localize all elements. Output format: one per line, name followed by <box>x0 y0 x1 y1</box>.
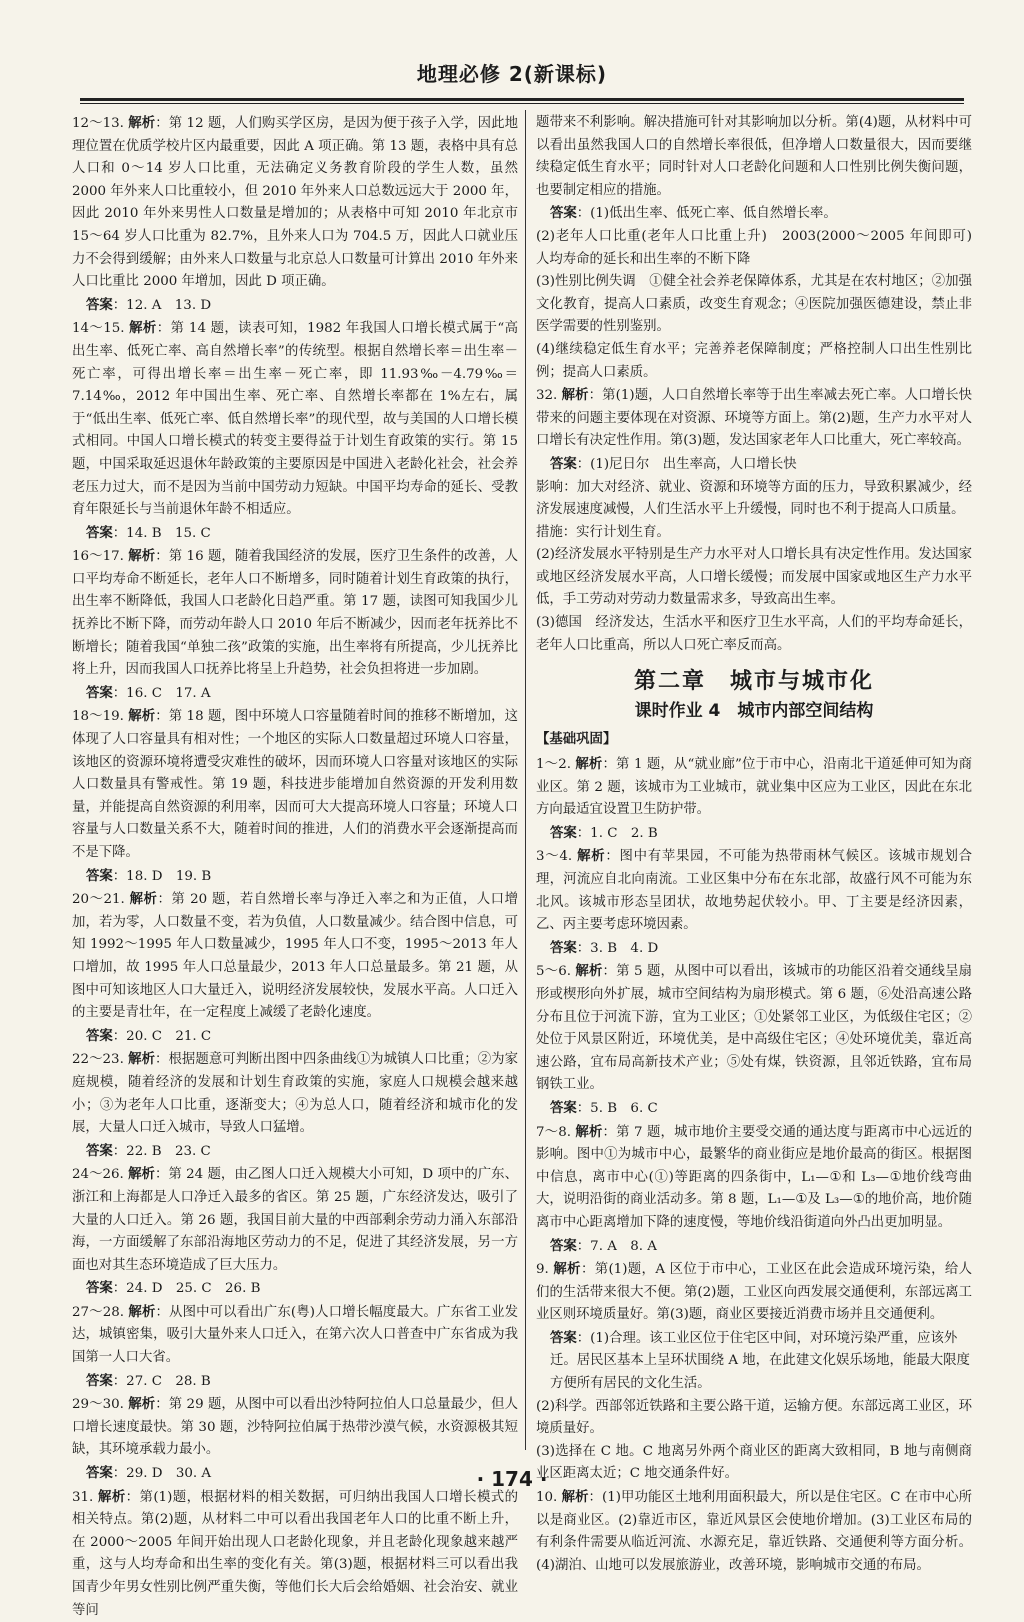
answer-text: ：7. A 8. A <box>576 1238 657 1254</box>
question-explanation <box>536 753 972 822</box>
section-label: 【基础巩固】 <box>536 731 617 748</box>
question-explanation <box>72 888 518 1025</box>
question-explanation <box>536 960 972 1097</box>
answer-paragraph: 题带来不利影响。解决措施可针对其影响加以分析。第(4)题，从材料中可以看出虽然我国人口的自然增长率很低，但净增人口数量很大，因而要继续稳定低生育水平；同时针对人口老龄化问题和人口性别比例失衡问题，也要制定相应的措施。 <box>536 115 972 198</box>
explanation-label: 解析 <box>553 1261 581 1278</box>
answer-text: ：1. C 2. B <box>576 825 658 841</box>
question-number: 3～4. <box>536 849 578 865</box>
question-number: 24～26. <box>72 1167 129 1183</box>
explanation-label: 解析 <box>575 756 603 773</box>
answer-line <box>550 1097 972 1121</box>
explanation-label: 解析 <box>128 708 156 725</box>
question-explanation <box>536 1121 972 1235</box>
answer-line <box>86 1370 518 1394</box>
explanation-label: 解析 <box>575 963 603 980</box>
question-explanation <box>536 845 972 936</box>
explanation-text: ：第 1 题，从“就业廊”位于市中心，沿南北干道延伸可知为商业区。第 2 题，该城市为工业城市，就业集中区应为工业区，因此在东北方向最适宜设置卫生防护带。 <box>536 757 972 818</box>
answer-paragraph: (2)老年人口比重(老年人口比重上升) 2003(2000～2005 年间即可) 人均寿命的延长和出生率的不断下降 <box>536 228 986 267</box>
answer-line <box>550 202 972 226</box>
question-number: 32. <box>536 388 562 404</box>
answer-label: 答案 <box>550 455 577 472</box>
question-explanation <box>536 1258 972 1327</box>
answer-line <box>550 453 972 477</box>
answer-line <box>550 937 972 961</box>
answer-line <box>86 1277 518 1301</box>
explanation-label: 解析 <box>98 1488 126 1505</box>
answer-paragraph: 措施：实行计划生育。 <box>536 524 670 540</box>
answer-line <box>86 682 518 706</box>
explanation-label: 解析 <box>128 115 156 131</box>
answer-label: 答案 <box>550 824 577 841</box>
answer-label: 答案 <box>86 296 113 313</box>
answer-paragraph: (3)选择在 C 地。C 地离另外两个商业区的距离大致相同，B 地与南侧商业区距离太近；C 地交通条件好。 <box>536 1443 972 1482</box>
answer-text: ：(1)合理。该工业区位于住宅区中间，对环境污染严重，应该外迁。居民区基本上呈环状围绕 A 地，在此建文化娱乐场地，能最大限度方便所有居民的文化生活。 <box>550 1330 970 1392</box>
explanation-text: ：第 20 题，若自然增长率与净迁入率之和为正值，人口增加，若为零，人口数量不变，若为负值，人口数量减少。结合图中信息，可知 1992～1995 年人口数量减少，1995 年人口不变，1995～2013 年人口增加，故 1995 年人口总量最少，2013 年人口总量最多。第 21 题，从图中可知该地区人口大量迁入，说明经济发展较快，发展水平高。人口迁入的主要是青壮年，在一定程度上减缓了老龄化速度。 <box>72 892 519 1021</box>
right-column <box>536 112 986 1573</box>
answer-label: 答案 <box>86 1465 113 1482</box>
answer-text: ：14. B 15. C <box>112 525 211 541</box>
question-explanation <box>72 1486 518 1622</box>
answer-line <box>86 1025 518 1049</box>
answer-paragraph: (2)经济发展水平特别是生产力水平对人口增长具有决定性作用。发达国家或地区经济发展水平高，人口增长缓慢；而发展中国家或地区生产力水平低，手工劳动对劳动力数量需求多，导致高出生率。 <box>536 547 972 608</box>
answer-text: ：20. C 21. C <box>112 1028 212 1044</box>
answer-line <box>86 1140 518 1164</box>
answer-paragraph: (2)科学。西部邻近铁路和主要公路干道，运输方便。东部远离工业区，环境质量好。 <box>536 1398 972 1437</box>
question-number: 12～13. <box>72 116 129 131</box>
explanation-text: ：第(1)题，人口自然增长率等于出生率减去死亡率。人口增长快带来的问题主要体现在对资源、环境等方面上。第(2)题，生产力水平对人口增长有决定性作用。第(3)题，发达国家老年人口比重大，死亡率较高。 <box>536 388 973 449</box>
explanation-text: ：第(1)题，A 区位于市中心，工业区在此会造成环境污染，给人们的生活带来很大不便。第(2)题，工业区向西发展交通便利，东部远离工业区则环境质量好。第(3)题，商业区要接近消费市场并且交通便利。 <box>536 1262 972 1323</box>
question-number: 20～21. <box>72 892 130 908</box>
answer-label: 答案 <box>550 205 577 222</box>
question-explanation <box>72 1048 518 1139</box>
question-number: 16～17. <box>72 549 129 565</box>
question-number: 29～30. <box>72 1397 129 1413</box>
explanation-text: ：从图中可以看出广东(粤)人口增长幅度最大。广东省工业发达，城镇密集，吸引大量外来人口迁入，在第六次人口普查中广东省成为我国第一人口大省。 <box>72 1304 519 1366</box>
explanation-label: 解析 <box>575 1123 603 1140</box>
question-number: 7～8. <box>536 1124 576 1140</box>
explanation-text: ：第 7 题，城市地价主要受交通的通达度与距离市中心远近的影响。图中①为城市中心，最繁华的商业街应是地价最高的街区。根据图中信息，离市中心(①)等距离的四条街中，L₁—①和 L₃—①地价线弯曲大，说明沿街的商业活动多。第 8 题，L₁—①及 L₃—①的地价高，地价随离市中心距离增加下降的速度慢，等地价线沿街道向外凸出更加明显。 <box>536 1124 973 1230</box>
answer-label: 答案 <box>86 1280 113 1297</box>
running-header: 地理必修 2(新课标) <box>416 62 608 86</box>
explanation-text: ：根据题意可判断出图中四条曲线①为城镇人口比重；②为家庭规模，随着经济的发展和计划生育政策的实施，家庭人口规模会越来越小；③为老年人口比重，逐渐变大；④为总人口，随着经济和城市化的发展，大量人口迁入城市，导致人口猛增。 <box>72 1052 519 1136</box>
answer-label: 答案 <box>86 524 113 541</box>
answer-text: ：29. D 30. A <box>112 1466 212 1482</box>
question-number: 10. <box>536 1490 562 1506</box>
answer-label: 答案 <box>86 1142 113 1159</box>
explanation-label: 解析 <box>128 1051 156 1068</box>
explanation-label: 解析 <box>577 848 606 865</box>
question-explanation <box>536 384 972 453</box>
answer-text: ：3. B 4. D <box>576 940 659 956</box>
answer-paragraph: (4)继续稳定低生育水平；完善养老保障制度；严格控制人口出生性别比例；提高人口素质。 <box>536 341 972 380</box>
question-explanation <box>72 545 518 682</box>
answer-paragraph: (3)德国 经济发达，生活水平和医疗卫生水平高，人们的平均寿命延长，老年人口比重高，所以人口死亡率反而高。 <box>536 615 972 653</box>
explanation-text: ：第 24 题，由乙图人口迁入规模大小可知，D 项中的广东、浙江和上海都是人口净迁入最多的省区。第 25 题，广东经济发达，吸引了大量的人口迁入。第 26 题，我国目前大量的中西部剩余劳动力涌入东部沿海，一方面缓解了东部沿海地区劳动力的不足，促进了其经济发展，另一方面也对其生态环境造成了巨大压力。 <box>72 1167 519 1273</box>
question-explanation <box>536 1486 972 1577</box>
question-number: 14～15. <box>72 321 130 337</box>
explanation-label: 解析 <box>129 320 157 337</box>
explanation-label: 解析 <box>128 548 156 565</box>
lesson-title: 课时作业 4 城市内部空间结构 <box>634 700 874 721</box>
answer-label: 答案 <box>86 1372 113 1389</box>
answer-text: ：22. B 23. C <box>112 1143 211 1159</box>
explanation-text: ：图中有苹果园，不可能为热带雨林气候区。该城市规划合理，河流应自北向南流。工业区集中分布在东北部，故盛行风不可能为东北风。该城市形态呈团状，故地势起伏较小。甲、丁主要是经济因素，乙、丙主要考虑环境因素。 <box>536 849 973 933</box>
answer-label: 答案 <box>86 1027 113 1044</box>
column-divider <box>525 110 526 1450</box>
question-explanation <box>72 317 518 521</box>
question-explanation <box>72 1163 518 1277</box>
answer-text: ：(1)尼日尔 出生率高，人口增长快 <box>576 456 797 472</box>
page-number: · 174 · <box>476 1467 548 1491</box>
answer-line <box>86 522 518 546</box>
question-explanation <box>72 112 518 294</box>
question-number: 1～2. <box>536 757 576 773</box>
question-explanation <box>72 1393 518 1462</box>
answer-text: ：18. D 19. B <box>112 868 212 884</box>
answer-text: ：16. C 17. A <box>112 685 211 701</box>
answer-label: 答案 <box>550 1099 577 1116</box>
answer-label: 答案 <box>86 684 113 701</box>
chapter-title: 第二章 城市与城市化 <box>633 669 874 695</box>
explanation-label: 解析 <box>129 891 158 908</box>
explanation-text: ：第 12 题，人们购买学区房，是因为便于孩子入学，因此地理位置在优质学校片区内最重要，因此 A 项正确。第 13 题，表格中具有总人口和 0～14 岁人口比重，无法确定义务教育阶段的学生人数，虽然 2000 年外来人口比重较小，但 2010 年外来人口总数远远大于 2000 年，因此 2010 年外来男性人口数量是增加的；从表格中可知 2010 年北京市 15～64 岁人口比重为 82.7%，且外来人口为 704.5 万，因此人口就业压力不会得到缓解；由外来人口数量与北京总人口数量可计算出 2010 年外来人口比重比 2000 年增加，因此 D 项正确。 <box>72 116 518 290</box>
explanation-text: ：(1)甲功能区土地利用面积最大，所以是住宅区。C 在市中心所以是商业区。(2)靠近市区，靠近风景区会使地价增加。(3)工业区布局的有利条件需要从临近河流、水源充足，靠近铁路、交通便利等方面分析。(4)湖泊、山地可以发展旅游业，改善环境，影响城市交通的布局。 <box>536 1490 972 1573</box>
answer-paragraph: 影响：加大对经济、就业、资源和环境等方面的压力，导致积累减少，经济发展速度减慢，人们生活水平上升缓慢，同时也不利于提高人口质量。 <box>536 479 972 518</box>
answer-text: ：24. D 25. C 26. B <box>112 1281 261 1297</box>
explanation-label: 解析 <box>128 1396 156 1413</box>
question-explanation <box>72 705 518 864</box>
question-number: 31. <box>72 1489 98 1505</box>
answer-line <box>550 822 972 846</box>
question-number: 22～23. <box>72 1052 129 1068</box>
question-number: 18～19. <box>72 709 129 725</box>
answer-line <box>86 294 518 318</box>
answer-text: ：27. C 28. B <box>112 1373 211 1389</box>
answer-paragraph: (3)性别比例失调 ①健全社会养老保障体系，尤其是在农村地区；②加强文化教育，提高人口素质，改变生育观念；④医院加强医德建设，禁止非医学需要的性别鉴别。 <box>536 274 972 335</box>
explanation-label: 解析 <box>128 1166 155 1183</box>
explanation-text: ：第 5 题，从图中可以看出，该城市的功能区沿着交通线呈扇形或楔形向外扩展，城市空间结构为扇形模式。第 6 题，⑥处沿高速公路分布且位于河流下游，宜为工业区；①处紧邻工业区，为低级住宅区；②处位于风景区附近，环境优美，是中高级住宅区；④处环境优美，靠近高速公路，宜布局高新技术产业；⑤处有煤，铁资源，且邻近铁路，宜布局钢铁工业。 <box>536 964 973 1093</box>
answer-text: ：12. A 13. D <box>112 297 212 313</box>
explanation-text: ：第 14 题，读表可知，1982 年我国人口增长模式属于“高出生率、低死亡率、高自然增长率”的传统型。根据自然增长率＝出生率－死亡率，可得出增长率＝出生率－死亡率，即 11.93‰－4.79‰＝7.14‰，2012 年中国出生率、死亡率、自然增长率都在 1%左右，属于“低出生率、低死亡率、低自然增长率”的现代型，故与美国的人口增长模式相同。中国人口增长模式的转变主要得益于计划生育政策的实行。第 15 题，中国采取延迟退休年龄政策的主要原因是中国进入老龄化社会，社会养老压力过大，而不是因为当前中国劳动力短缺。中国平均寿命的延长、受教育年限延长与当前退休年龄不相适应。 <box>72 321 519 518</box>
answer-line <box>550 1235 972 1259</box>
answer-line <box>550 1327 972 1396</box>
explanation-text: ：第 18 题，图中环境人口容量随着时间的推移不断增加，这体现了人口容量具有相对性；一个地区的实际人口数量超过环境人口容量，该地区的资源环境将遭受灾难性的破坏，因而环境人口容量对该地区的实际人口数量具有警戒性。第 19 题，科技进步能增加自然资源的开发利用数量，并能提高自然资源的利用率，因而可大大提高环境人口容量；环境人口容量与人口数量关系不大，随着时间的推进，人们的消费水平会逐渐提高而不是下降。 <box>72 709 518 860</box>
answer-line <box>86 865 518 889</box>
answer-label: 答案 <box>550 1237 577 1254</box>
explanation-label: 解析 <box>128 1303 156 1320</box>
explanation-text: ：第(1)题，根据材料的相关数据，可归纳出我国人口增长模式的相关特点。第(2)题，从材料二中可以看出我国老年人口的比重不断上升，在 2000～2005 年间开始出现人口老龄化现象，并且老龄化现象越来越严重，这与人均寿命和出生率的变化有关。第(3)题，根据材料三可以看出我国青少年男女性别比例严重失衡，等他们长大后会给婚姻、社会治安、就业等问 <box>72 1489 519 1618</box>
explanation-text: ：第 16 题，随着我国经济的发展，医疗卫生条件的改善，人口平均寿命不断延长，老年人口不断增多，同时随着计划生育政策的执行，出生率不断降低，我国人口老龄化日趋严重。第 17 题，读图可知我国少儿抚养比不断下降，而劳动年龄人口 2010 年后不断减少，因而老年抚养比不断增长；随着我国“单独二孩”政策的实施，出生率将有所提高，少儿抚养比将上升，因而我国人口抚养比将呈上升趋势，社会负担将进一步加剧。 <box>72 549 518 678</box>
question-number: 9. <box>536 1262 554 1278</box>
question-explanation <box>72 1301 518 1370</box>
answer-label: 答案 <box>86 867 113 884</box>
answer-text: ：(1)低出生率、低死亡率、低自然增长率。 <box>576 206 837 222</box>
answer-label: 答案 <box>550 939 577 956</box>
answer-text: ：5. B 6. C <box>576 1100 658 1116</box>
answer-label: 答案 <box>550 1329 577 1346</box>
header-rule-thin <box>80 103 964 104</box>
explanation-label: 解析 <box>561 1489 589 1506</box>
question-number: 5～6. <box>536 964 576 980</box>
explanation-label: 解析 <box>561 387 589 404</box>
explanation-text: ：第 29 题，从图中可以看出沙特阿拉伯人口总量最少，但人口增长速度最快。第 30 题，沙特阿拉伯属于热带沙漠气候，水资源极其短缺，其环境承载力最小。 <box>72 1397 518 1458</box>
header-rule <box>80 98 964 101</box>
question-number: 27～28. <box>72 1304 129 1320</box>
